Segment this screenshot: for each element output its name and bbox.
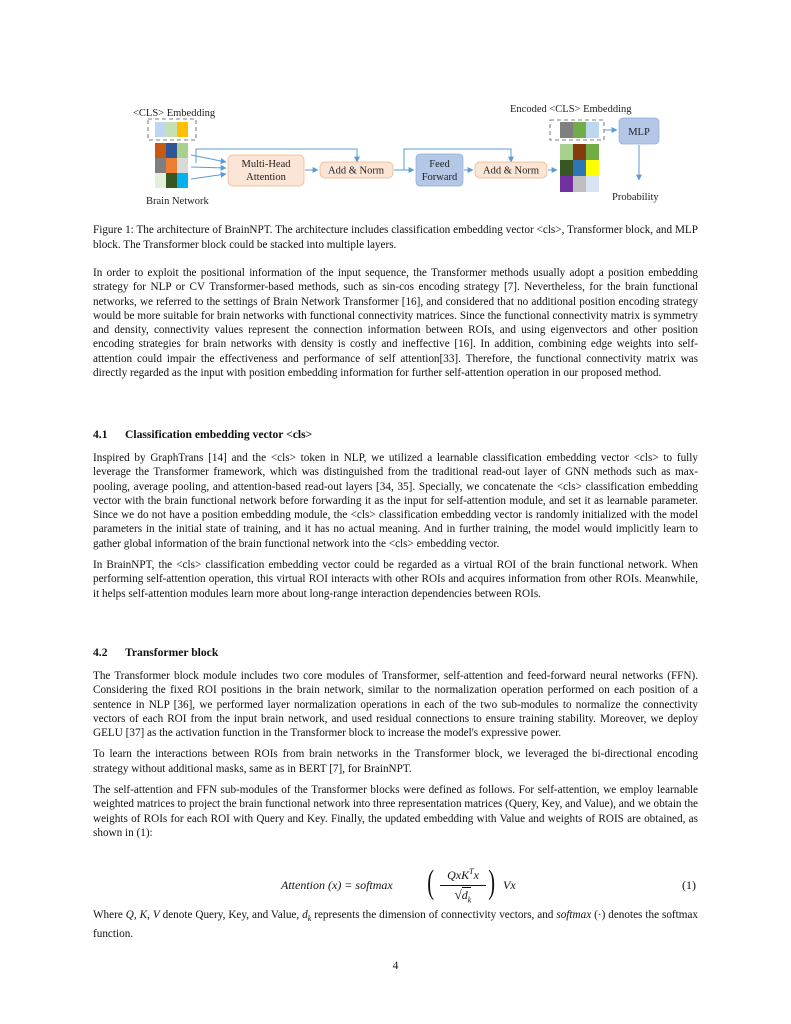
equation-rhs: Vx bbox=[503, 878, 516, 892]
fraction-bar bbox=[440, 885, 486, 886]
section-title: Classification embedding vector <cls> bbox=[125, 428, 313, 441]
encoded-cls-row bbox=[560, 122, 599, 138]
paragraph: In BrainNPT, the <cls> classification embedding vector could be regarded as a virtual ROI of the brain functional network. When performing self-attention operation, this virtual ROI interacts with other ROIs and acquires information from other ROIs. Meanwhile, it helps self-attention modules learn more about long-range interaction dependencies between ROIs. bbox=[93, 559, 698, 600]
fraction-numerator bbox=[439, 867, 487, 883]
page-number: 4 bbox=[392, 960, 399, 972]
mlp-label: MLP bbox=[628, 127, 650, 138]
cls-embedding-row bbox=[155, 122, 188, 137]
left-paren: ( bbox=[427, 864, 435, 901]
text-run: , bbox=[147, 909, 153, 921]
architecture-figure bbox=[0, 0, 791, 215]
encoded-cls-label: Encoded <CLS> Embedding bbox=[510, 104, 632, 115]
cls-embedding-label: <CLS> Embedding bbox=[133, 108, 216, 119]
numerator-sup: T bbox=[469, 867, 474, 876]
text-run: (·) bbox=[591, 909, 606, 921]
sqrt-symbol: √ bbox=[454, 887, 462, 902]
text-run: represents the dimension of connectivity vectors, and bbox=[311, 909, 557, 921]
intro-block bbox=[93, 266, 698, 387]
equation-number: (1) bbox=[682, 878, 696, 892]
probability-label: Probability bbox=[612, 192, 659, 203]
math-dk: d bbox=[302, 909, 308, 921]
section-4-2-heading bbox=[93, 646, 218, 659]
right-paren: ) bbox=[488, 864, 496, 901]
math-q: Q bbox=[125, 909, 134, 921]
feed-forward-line2: Forward bbox=[421, 172, 458, 183]
add-norm-2-label: Add & Norm bbox=[483, 165, 539, 177]
numerator-tail: x bbox=[473, 868, 479, 882]
fraction-denominator bbox=[439, 887, 487, 904]
equation-1 bbox=[93, 864, 698, 907]
denominator-sub: k bbox=[467, 895, 472, 905]
section-title: Transformer block bbox=[125, 646, 219, 659]
paragraph: Inspired by GraphTrans [14] and the <cls> token in NLP, we utilized a learnable classification embedding vector <cls> to fully leverage the Transformer framework, which was distinguished from the traditional read-out layer of GNN methods such as max-pooling, average pooling, and attention-based read-out layers [34, 35]. Specially, we concatenate the <cls> classification embedding vector with the brain functional network before forwarding it as the input for self-attention module, and set it as learnable parameter. Since we do not have a position embedding module, the <cls> classification embedding vector is randomly initialized with the model parameters in the initial state of training, and it has no actual meaning. And in further training, the model would implicitly learn to gather global information of the brain functional network into the <cls> embedding vector. bbox=[93, 452, 698, 550]
denominator-var bbox=[461, 887, 472, 905]
multi-head-attention-line1: Multi-Head bbox=[241, 159, 291, 170]
brain-network-label: Brain Network bbox=[146, 196, 209, 207]
multi-head-attention-line2: Attention bbox=[246, 172, 286, 183]
text-run: Where bbox=[93, 909, 126, 921]
add-norm-1-label: Add & Norm bbox=[328, 165, 384, 177]
paragraph: The self-attention and FFN sub-modules of the Transformer blocks were defined as follows. For self-attention, we employ learnable weighted matrices to project the brain functional network into three representation matrices (Query, Key, and Value), and we obtain the weights of ROIs for each ROI with Query and Key. Finally, the updated embedding with Value and weights of ROIS are obtained, as shown in (1): bbox=[93, 784, 698, 839]
equation-lhs: Attention (x) = softmax bbox=[281, 878, 393, 892]
paragraph: The Transformer block module includes two core modules of Transformer, self-attention and feed-forward neural networks (FFN). Considering the fixed ROI positions in the brain network, similar to the normalization operation performed on each position of a sentence in NLP [36], we performed layer normalization operations in each of the two sub-modules to normalize the connectivity vectors of each ROI from the input brain network, and used residual connections to ensure training stability. Moreover, we deploy GELU [37] as the activation function in the Transformer block to increase the model's expressive power. bbox=[93, 670, 698, 740]
feed-forward-line1: Feed bbox=[429, 159, 450, 170]
brain-network-matrix bbox=[155, 143, 188, 188]
after-equation-paragraph bbox=[93, 908, 698, 941]
section-4-1-heading bbox=[93, 428, 312, 441]
encoded-network-matrix bbox=[560, 144, 599, 192]
section-number: 4.2 bbox=[93, 646, 108, 659]
math-softmax: softmax bbox=[556, 909, 592, 921]
section-number: 4.1 bbox=[93, 428, 108, 441]
figure-caption: Figure 1: The architecture of BrainNPT. The architecture includes classification embedding vector <cls>, Transformer block, and MLP block. The Transformer block could be stacked into multiple layers. bbox=[93, 224, 698, 251]
section-4-2-body bbox=[93, 669, 698, 847]
math-k: K bbox=[139, 909, 148, 921]
section-4-1-body bbox=[93, 451, 698, 608]
math-v: V bbox=[152, 909, 160, 921]
text-run: , bbox=[133, 909, 140, 921]
paragraph: To learn the interactions between ROIs from brain networks in the Transformer block, we leveraged the bi-directional encoding strategy without additional masks, same as in BERT [7], for BrainNPT. bbox=[93, 748, 698, 775]
math-dk-sub: k bbox=[307, 914, 312, 924]
text-run: denotes the softmax function. bbox=[93, 909, 699, 940]
numerator: QxK bbox=[447, 868, 470, 882]
intro-paragraph: In order to exploit the positional information of the input sequence, the Transformer methods usually adopt a position embedding strategy for NLP or CV Transformer-based methods, such as sin-cos encoding strategy [7]. Nevertheless, for the brain functional networks, we referred to the settings of Brain Network Transformer [16], and considered that no additional position encoding strategy would be more suitable for brain networks with functional connectivity matrices. Since the functional connectivity matrix is symmetry and density, connectivity values represent the connection information between ROIs, and using eigenvectors and other position encoding strategies for brain networks with density is costly and ineffective [16]. In addition, combining edge weights into self-attention could impair the effectiveness and performance of self attention[33]. Therefore, the functional connectivity matrix was directly regarded as the input with position embedding information for further self-attention operation in our proposed method. bbox=[93, 267, 698, 380]
denominator: d bbox=[461, 888, 468, 902]
after-equation-block bbox=[93, 908, 698, 948]
text-run: denote Query, Key, and Value, bbox=[159, 909, 303, 921]
